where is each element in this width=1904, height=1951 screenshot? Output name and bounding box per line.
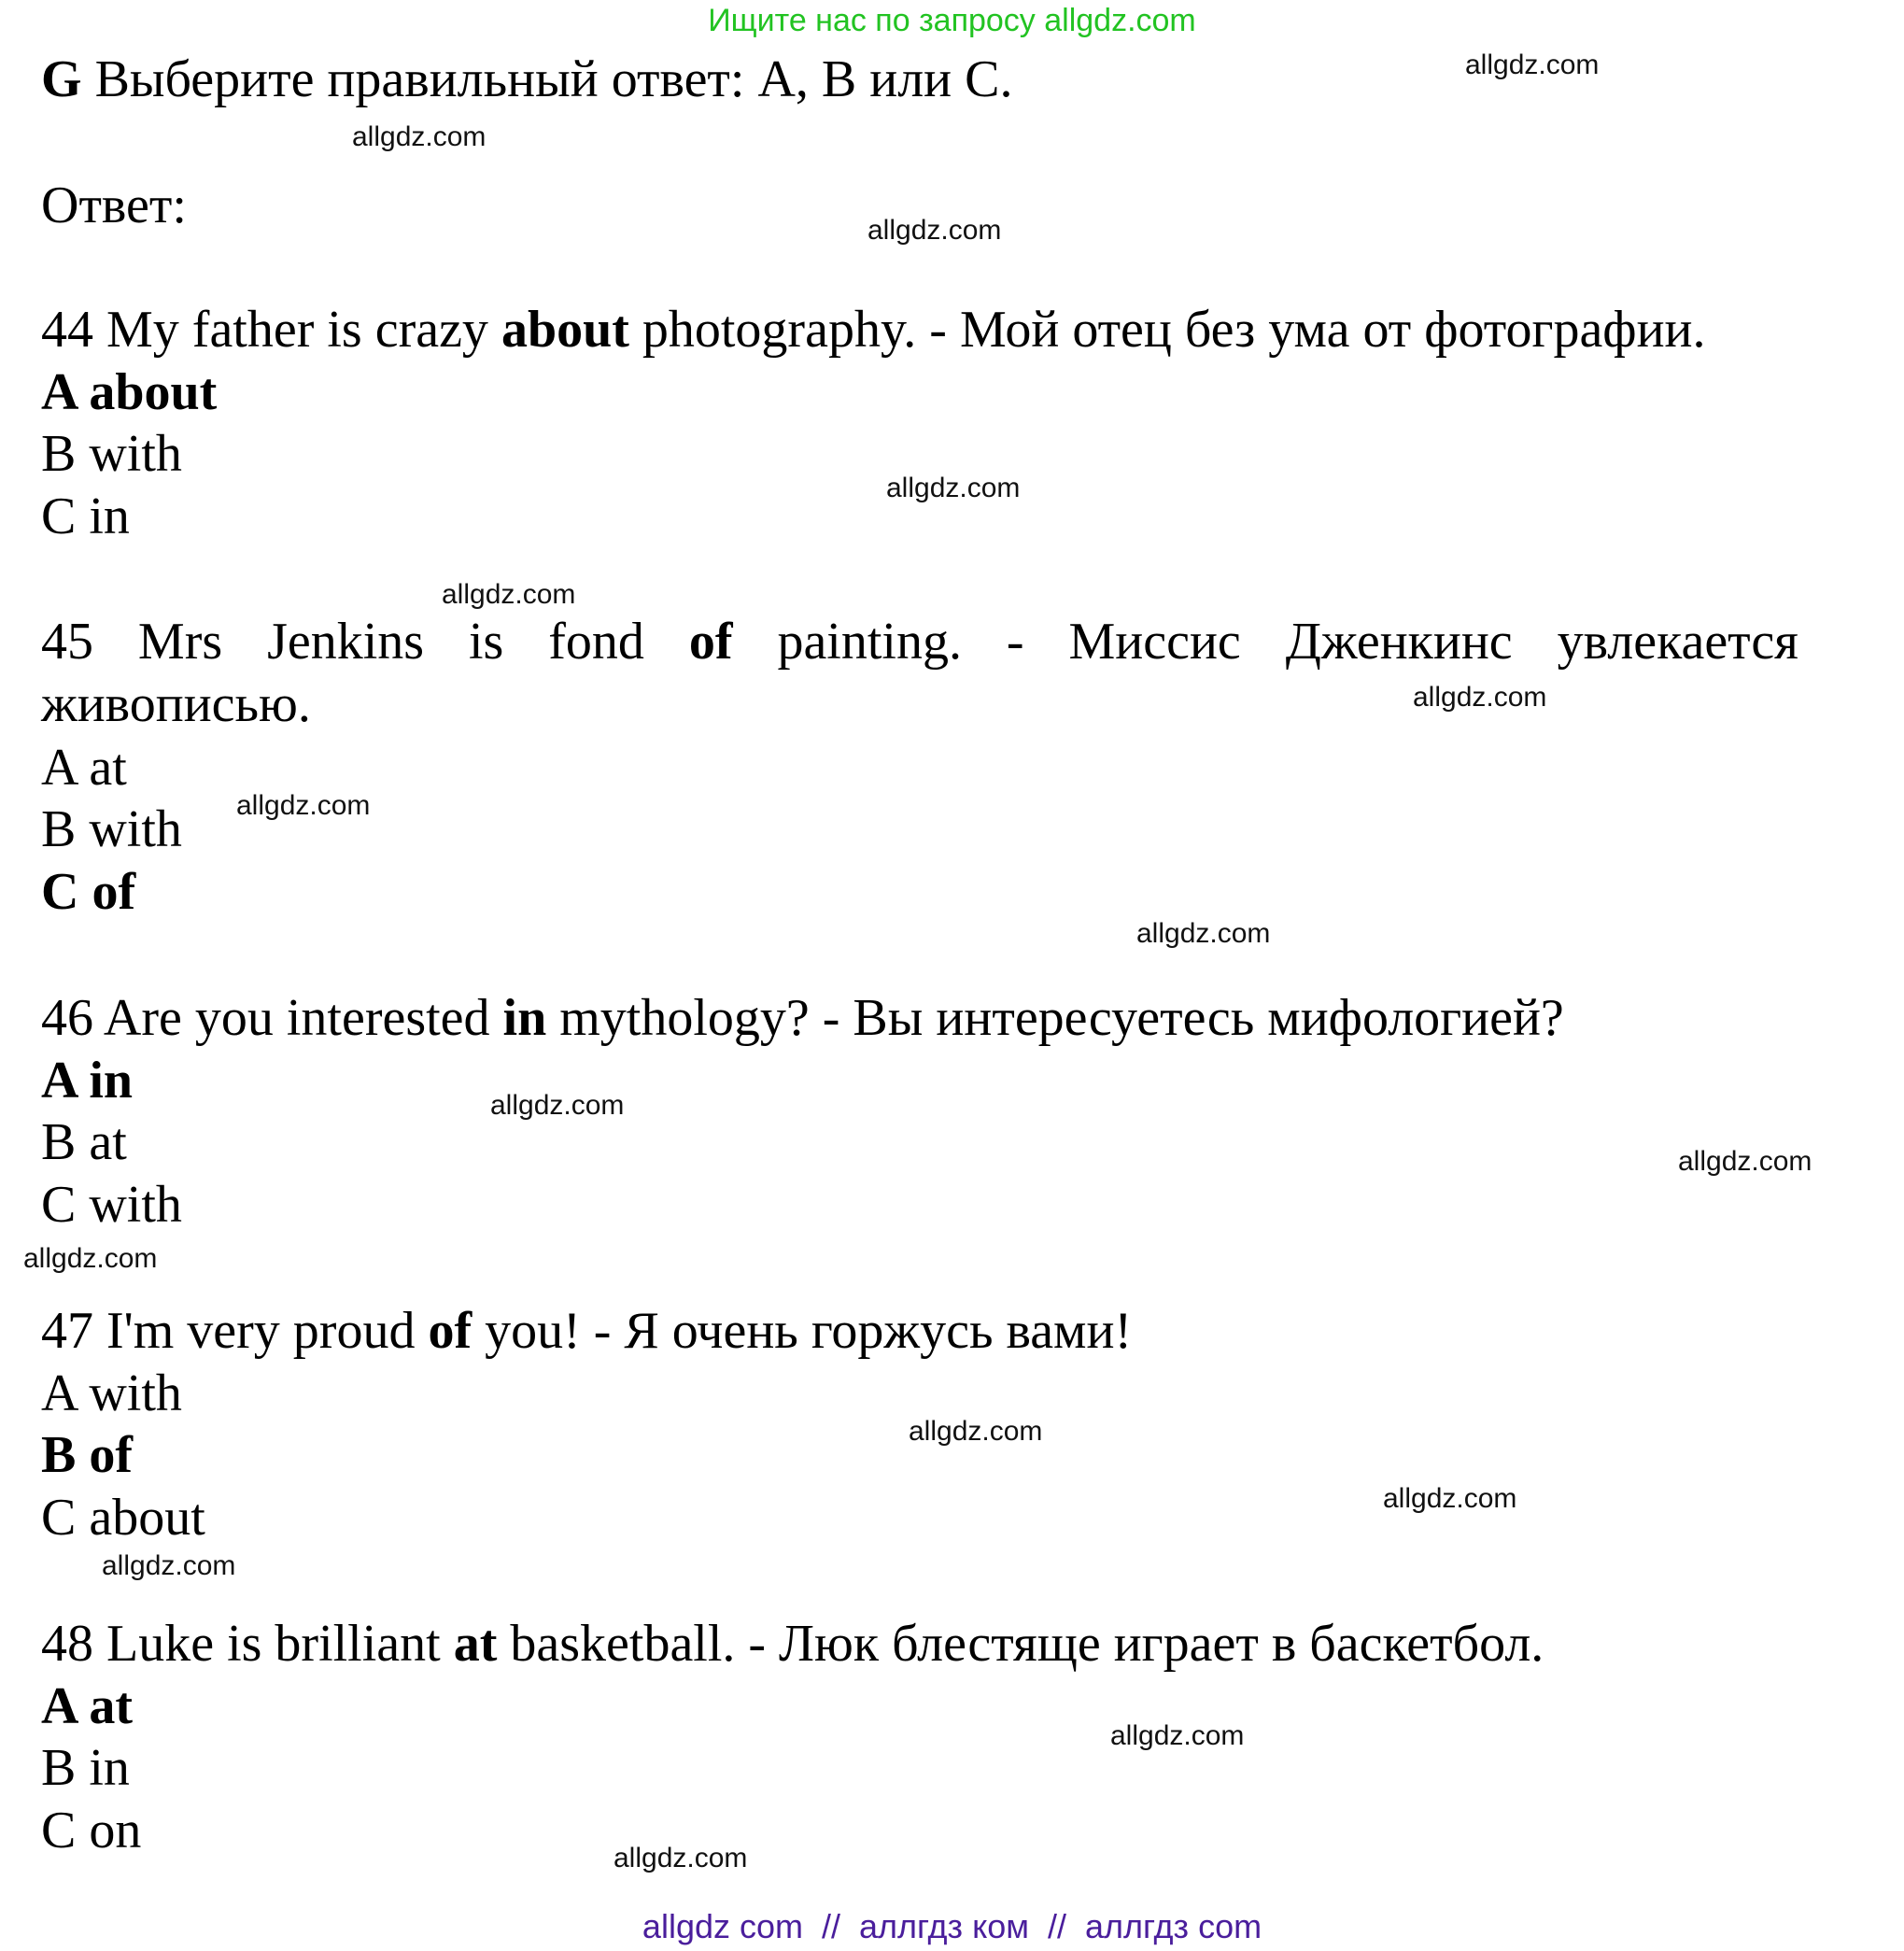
question-text-before: My father is crazy [93, 301, 501, 359]
question-text-after: basketball. - Люк блестяще играет в баскетбол. [497, 1615, 1544, 1673]
watermark: allgdz.com [909, 1416, 1043, 1447]
question-text-after: photography. - Мой отец без ума от фотографии. [628, 301, 1706, 359]
question-text-before: I'm very proud [93, 1302, 429, 1360]
option-b-correct: B of [41, 1426, 133, 1484]
watermark: allgdz.com [886, 473, 1021, 503]
question-45-line2: живописью. [41, 675, 311, 733]
task-letter: G [41, 50, 82, 108]
watermark: allgdz.com [442, 579, 576, 610]
option-c: C on [41, 1802, 142, 1859]
footer-links: allgdz com // аллгдз ком // аллгдз com [642, 1907, 1262, 1945]
watermark: allgdz.com [1465, 49, 1600, 80]
question-46 [41, 987, 1564, 1049]
task-heading [41, 49, 1013, 110]
question-word: fond [548, 613, 644, 671]
question-word: - [1006, 613, 1024, 671]
question-number: 45 [41, 613, 93, 671]
answer-word: in [502, 989, 547, 1047]
option-a-correct: A in [41, 1052, 134, 1110]
option-a-correct: A at [41, 1677, 133, 1735]
answer-word: about [501, 301, 629, 359]
question-48 [41, 1613, 1544, 1675]
question-47 [41, 1300, 1132, 1362]
question-number: 44 [41, 301, 93, 359]
question-number: 47 [41, 1302, 93, 1360]
question-number: 46 [41, 989, 93, 1047]
question-word: увлекается [1557, 613, 1798, 671]
option-b: B with [41, 425, 182, 483]
question-word: painting. [777, 613, 962, 671]
option-a: A at [41, 739, 127, 797]
question-word: Mrs [137, 613, 223, 671]
option-c: C with [41, 1176, 182, 1234]
task-instruction: Выберите правильный ответ: A, B или C. [81, 50, 1013, 108]
answer-word: of [688, 613, 733, 671]
watermark: allgdz.com [23, 1243, 158, 1274]
option-b: B in [41, 1739, 130, 1797]
option-c-correct: C of [41, 863, 136, 921]
question-word: Jenkins [267, 613, 425, 671]
watermark: allgdz.com [1136, 918, 1271, 949]
question-45 [41, 611, 1798, 672]
question-44 [41, 299, 1706, 361]
watermark: allgdz.com [1678, 1146, 1812, 1177]
watermark: allgdz.com [614, 1843, 748, 1873]
watermark: allgdz.com [102, 1550, 236, 1581]
question-text-after: you! - Я очень горжусь вами! [472, 1302, 1133, 1360]
watermark: allgdz.com [1110, 1720, 1245, 1751]
option-b: B with [41, 800, 182, 858]
watermark: allgdz.com [867, 215, 1002, 246]
question-text-before: Are you interested [93, 989, 503, 1047]
watermark: allgdz.com [1383, 1483, 1517, 1514]
watermark: allgdz.com [352, 121, 487, 152]
option-b: B at [41, 1113, 127, 1171]
question-word: Миссис [1068, 613, 1241, 671]
watermark: allgdz.com [236, 790, 371, 821]
option-a-correct: A about [41, 363, 218, 421]
option-a: A with [41, 1364, 182, 1422]
answer-label: Ответ: [41, 177, 187, 234]
question-text-after: mythology? - Вы интересуетесь мифологией? [546, 989, 1564, 1047]
answer-word: of [428, 1302, 472, 1360]
question-number: 48 [41, 1615, 93, 1673]
answer-word: at [453, 1615, 498, 1673]
watermark: allgdz.com [1413, 682, 1547, 713]
question-text-before: Luke is brilliant [93, 1615, 454, 1673]
option-c: C in [41, 488, 130, 545]
option-c: C about [41, 1489, 205, 1547]
question-word: Дженкинс [1285, 613, 1513, 671]
watermark: allgdz.com [490, 1090, 625, 1121]
question-word: is [469, 613, 504, 671]
top-banner: Ищите нас по запросу allgdz.com [708, 3, 1196, 38]
